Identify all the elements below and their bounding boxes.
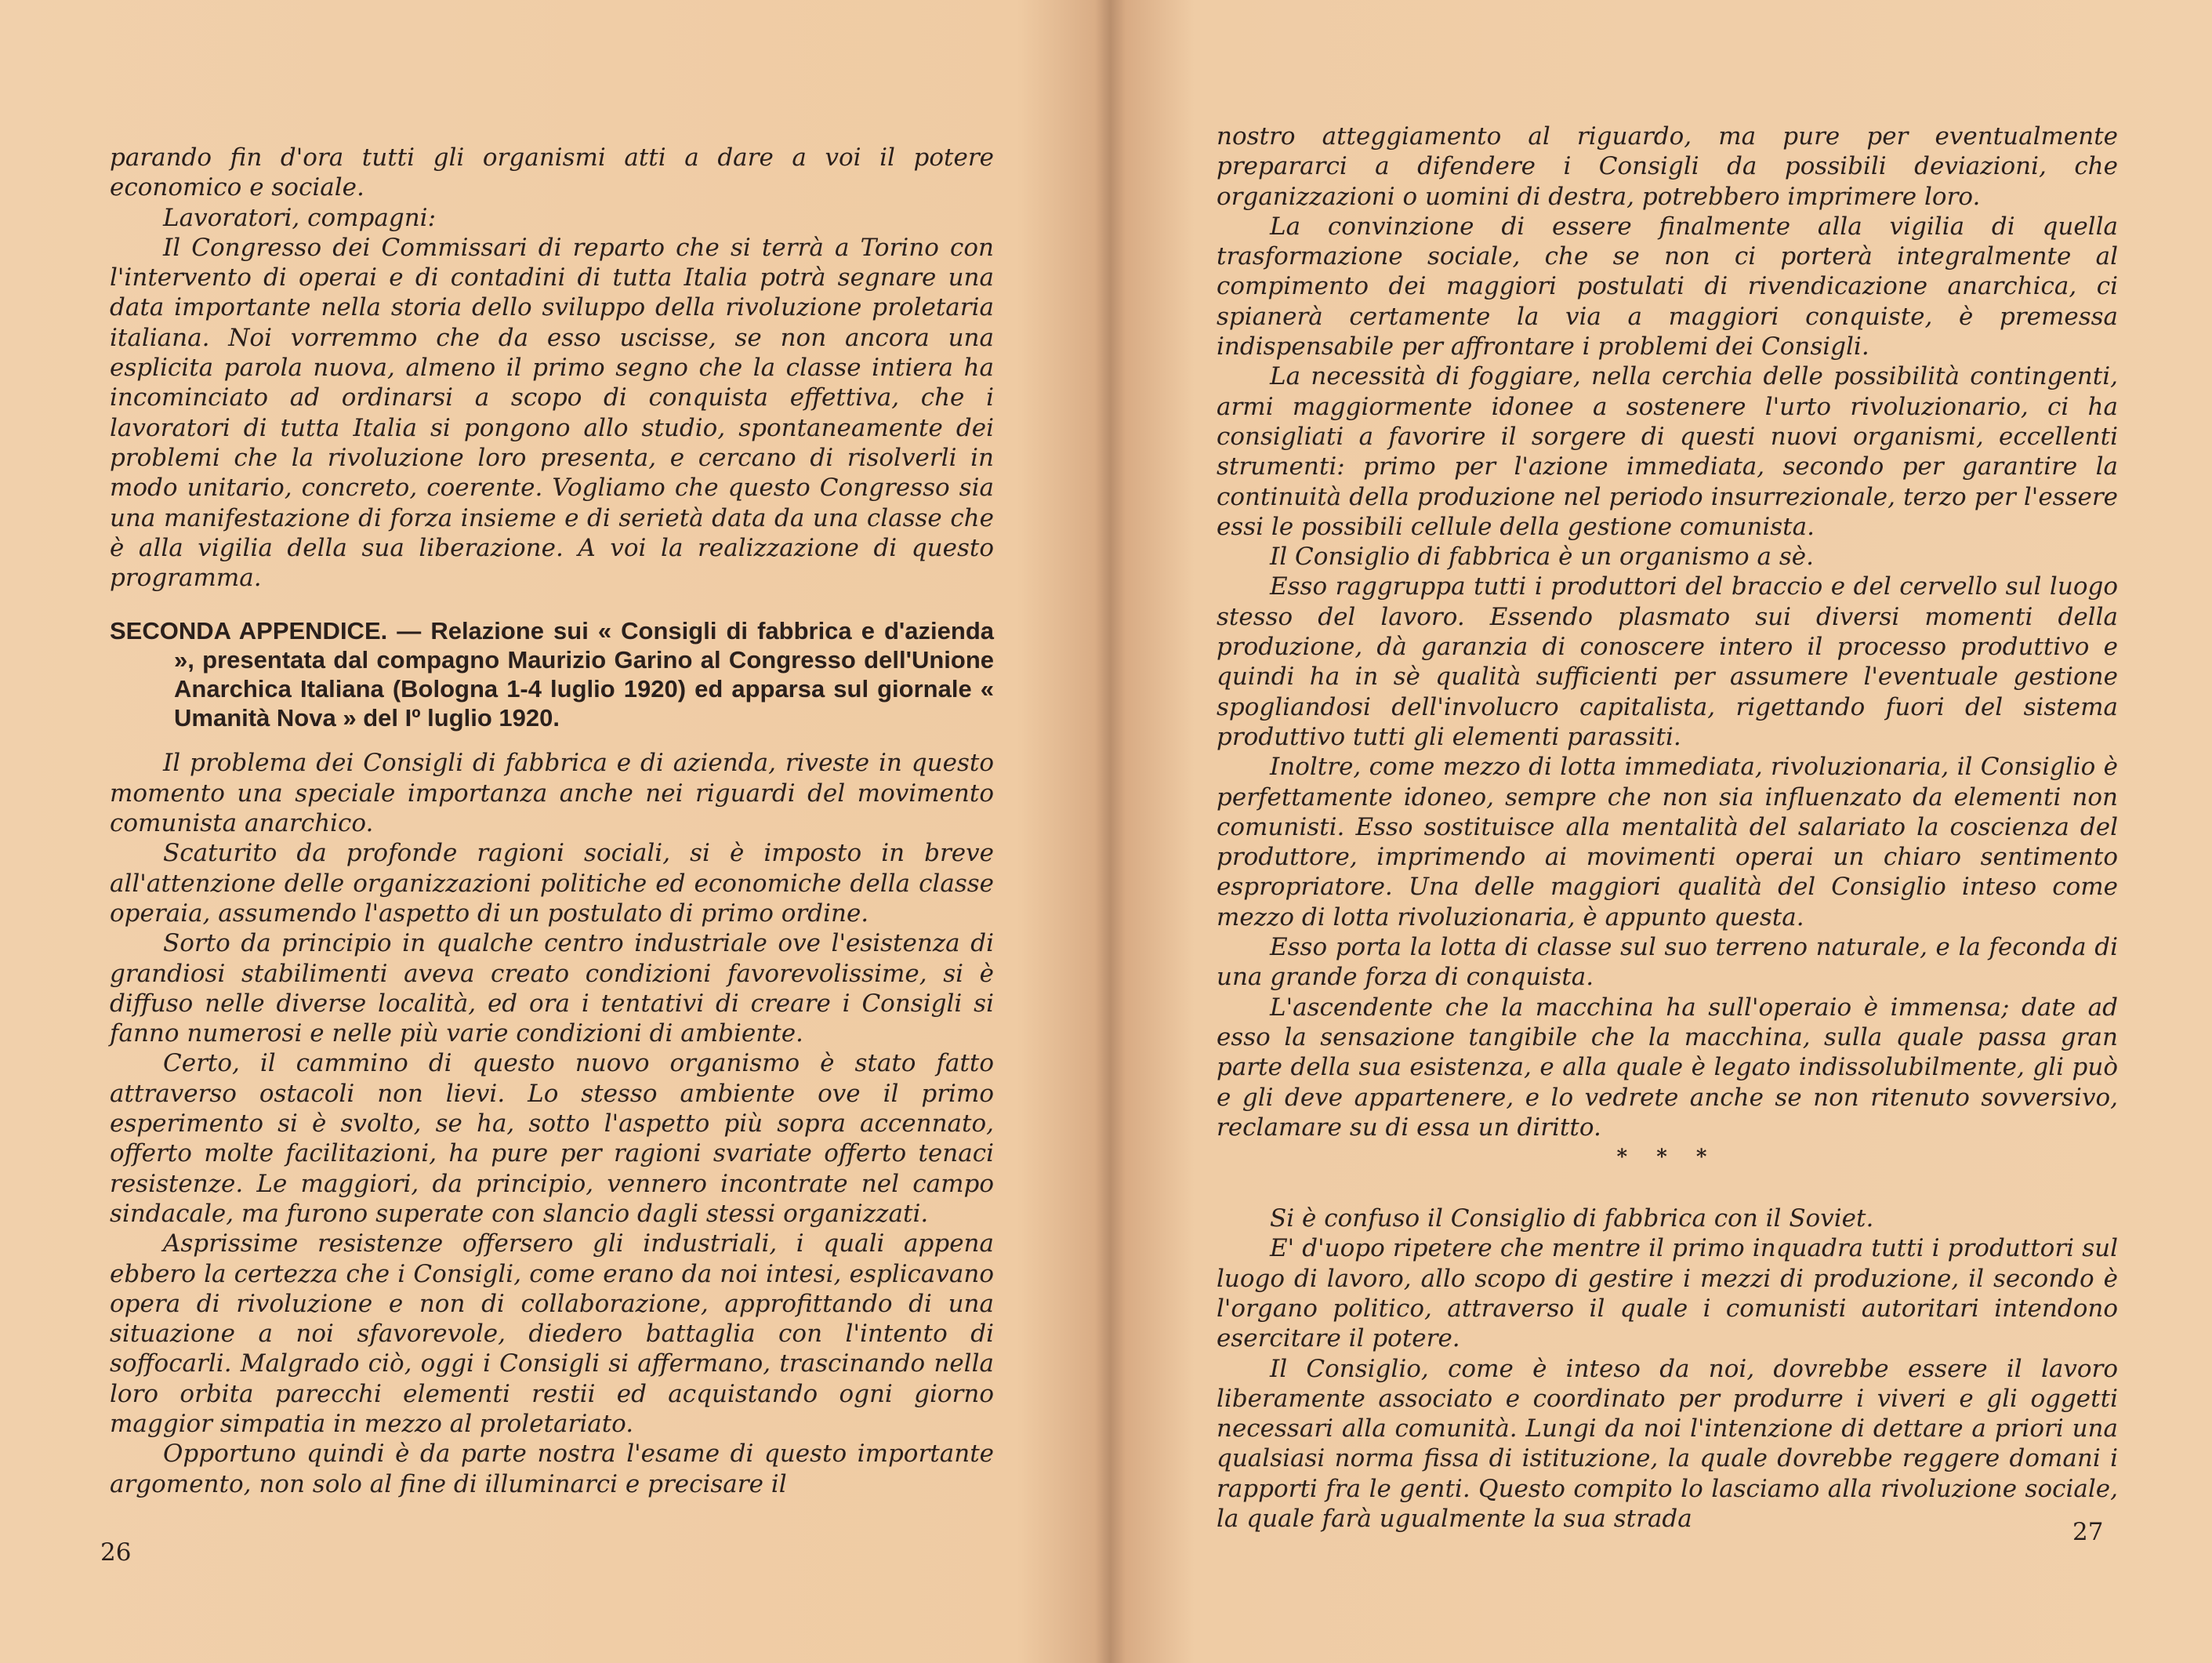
- paragraph: Il Congresso dei Commissari di reparto che si terrà a Torino con l'intervento di operai e di contadini di tutta Italia potrà segnare una data importante nella storia dello sviluppo della rivoluzione proletaria italiana. Noi vorremmo che da esso uscisse, se non ancora una esplicita parola nuova, almeno il primo segno che la classe intiera ha incominciato ad ordinarsi a scopo di conquista effettiva, che i lavoratori di tutta Italia si pongono allo studio, spontaneamente dei problemi che la rivoluzione loro presenta, e cercano di risolverli in modo unitario, concreto, coerente. Vogliamo che questo Congresso sia una manifestazione di forza insieme e di serietà data da una classe che è alla vigilia della sua liberazione. A voi la realizzazione di questo programma.: [110, 233, 994, 593]
- paragraph: Il problema dei Consigli di fabbrica e di azienda, riveste in questo momento una speciale importanza anche nei riguardi del movimento comunista anarchico.: [110, 749, 994, 838]
- paragraph: nostro atteggiamento al riguardo, ma pure per eventualmente prepararci a difendere i Consigli da possibili deviazioni, che organizzazioni o uomini di destra, potrebbero imprimere loro.: [1217, 122, 2118, 211]
- paragraph: Il Consiglio, come è inteso da noi, dovrebbe essere il lavoro liberamente associato e coordinato per produrre i viveri e gli oggetti necessari alla comunità. Lungi da noi l'intenzione di dettare a priori una qualsiasi norma fissa di istituzione, la quale dovrebbe reggere domani i rapporti fra le genti. Questo compito lo lasciamo alla rivoluzione sociale, la quale farà ugualmente la sua strada: [1217, 1354, 2118, 1534]
- paragraph: Esso porta la lotta di classe sul suo terreno naturale, e la feconda di una grande forza di conquista.: [1217, 933, 2118, 992]
- paragraph: Certo, il cammino di questo nuovo organismo è stato fatto attraverso ostacoli non lievi. Lo stesso ambiente ove il primo esperimento si è svolto, se ha, sotto l'aspetto più sopra accennato, offerto molte facilitazioni, ha pure per ragioni svariate offerto tenaci resistenze. Le maggiori, da principio, vennero incontrate nel campo sindacale, ma furono superate con slancio dagli stessi organizzati.: [110, 1049, 994, 1228]
- paragraph: parando fin d'ora tutti gli organismi atti a dare a voi il potere economico e sociale.: [110, 143, 994, 202]
- right-text-column: [1217, 122, 2118, 1534]
- left-page: [0, 0, 1101, 1663]
- paragraph: Scaturito da profonde ragioni sociali, si è imposto in breve all'attenzione delle organizzazioni politiche ed economiche della classe operaia, assumendo l'aspetto di un postulato di primo ordine.: [110, 839, 994, 928]
- appendix-heading: SECONDA APPENDICE. — Relazione sui « Consigli di fabbrica e d'azienda », presentata dal compagno Maurizio Garino al Congresso dell'Unione Anarchica Italiana (Bologna 1-4 luglio 1920) ed apparsa sul giornale « Umanità Nova » del Iº luglio 1920.: [110, 617, 994, 732]
- right-page: [1111, 0, 2212, 1663]
- paragraph: Esso raggruppa tutti i produttori del braccio e del cervello sul luogo stesso del lavoro. Essendo plasmato sui diversi momenti della produzione, dà garanzia di conoscere intero il processo produttivo e quindi ha in sè qualità sufficienti per assumere l'eventuale gestione spogliandosi dell'involucro capitalista, rigettando fuori del sistema produttivo tutti gli elementi parassiti.: [1217, 572, 2118, 751]
- paragraph: Asprissime resistenze offersero gli industriali, i quali appena ebbero la certezza che i Consigli, come erano da noi intesi, esplicavano opera di rivoluzione e non di collaborazione, approfittando di una situazione a noi sfavorevole, diedero battaglia con l'intento di soffocarli. Malgrado ciò, oggi i Consigli si affermano, trascinando nella loro orbita parecchi elementi restii ed acquistando ogni giorno maggior simpatia in mezzo al proletariato.: [110, 1229, 994, 1438]
- page-number: 27: [2072, 1518, 2104, 1546]
- paragraph: L'ascendente che la macchina ha sull'operaio è immensa; date ad esso la sensazione tangibile che la macchina, sulla quale passa gran parte della sua esistenza, e alla quale è legato indissolubilmente, gli può e gli deve appartenere, e lo vedrete anche se non ritenuto sovversivo, reclamare su di essa un diritto.: [1217, 993, 2118, 1142]
- left-text-column: [110, 143, 994, 1499]
- paragraph: La convinzione di essere finalmente alla vigilia di quella trasformazione sociale, che se non ci porterà integralmente al compimento dei maggiori postulati di rivendicazione anarchica, ci spianerà certamente la via a maggiori conquiste, è premessa indispensabile per affrontare i problemi dei Consigli.: [1217, 212, 2118, 361]
- paragraph: La necessità di foggiare, nella cerchia delle possibilità contingenti, armi maggiormente idonee a sostenere l'urto rivoluzionario, ci ha consigliati a favorire il sorgere di questi nuovi organismi, eccellenti strumenti: primo per l'azione immediata, secondo per garantire la continuità della produzione nel periodo insurrezionale, terzo per l'essere essi le possibili cellule della gestione comunista.: [1217, 362, 2118, 541]
- page-number: 26: [100, 1538, 132, 1567]
- paragraph: Si è confuso il Consiglio di fabbrica con il Soviet.: [1270, 1204, 1874, 1233]
- paragraph: Lavoratori, compagni:: [163, 203, 437, 232]
- paragraph: E' d'uopo ripetere che mentre il primo inquadra tutti i produttori sul luogo di lavoro, allo scopo di gestire i mezzi di produzione, il secondo è l'organo politico, attraverso il quale i comunisti autoritari intendono esercitare il potere.: [1217, 1234, 2118, 1353]
- section-separator: * * *: [1616, 1146, 1718, 1170]
- paragraph: Opportuno quindi è da parte nostra l'esame di questo importante argomento, non solo al fine di illuminarci e precisare il: [110, 1440, 994, 1498]
- paragraph: Sorto da principio in qualche centro industriale ove l'esistenza di grandiosi stabilimenti aveva creato condizioni favorevolissime, si è diffuso nelle diverse località, ed ora i tentativi di creare i Consigli si fanno numerosi e nelle più varie condizioni di ambiente.: [110, 929, 994, 1048]
- paragraph: Inoltre, come mezzo di lotta immediata, rivoluzionaria, il Consiglio è perfettamente idoneo, sempre che non sia influenzato da elementi non comunisti. Esso sostituisce alla mentalità del salariato la coscienza del produttore, imprimendo ai movimenti operai un chiaro sentimento espropriatore. Una delle maggiori qualità del Consiglio inteso come mezzo di lotta rivoluzionaria, è appunto questa.: [1217, 753, 2118, 931]
- paragraph: Il Consiglio di fabbrica è un organismo a sè.: [1270, 543, 1815, 572]
